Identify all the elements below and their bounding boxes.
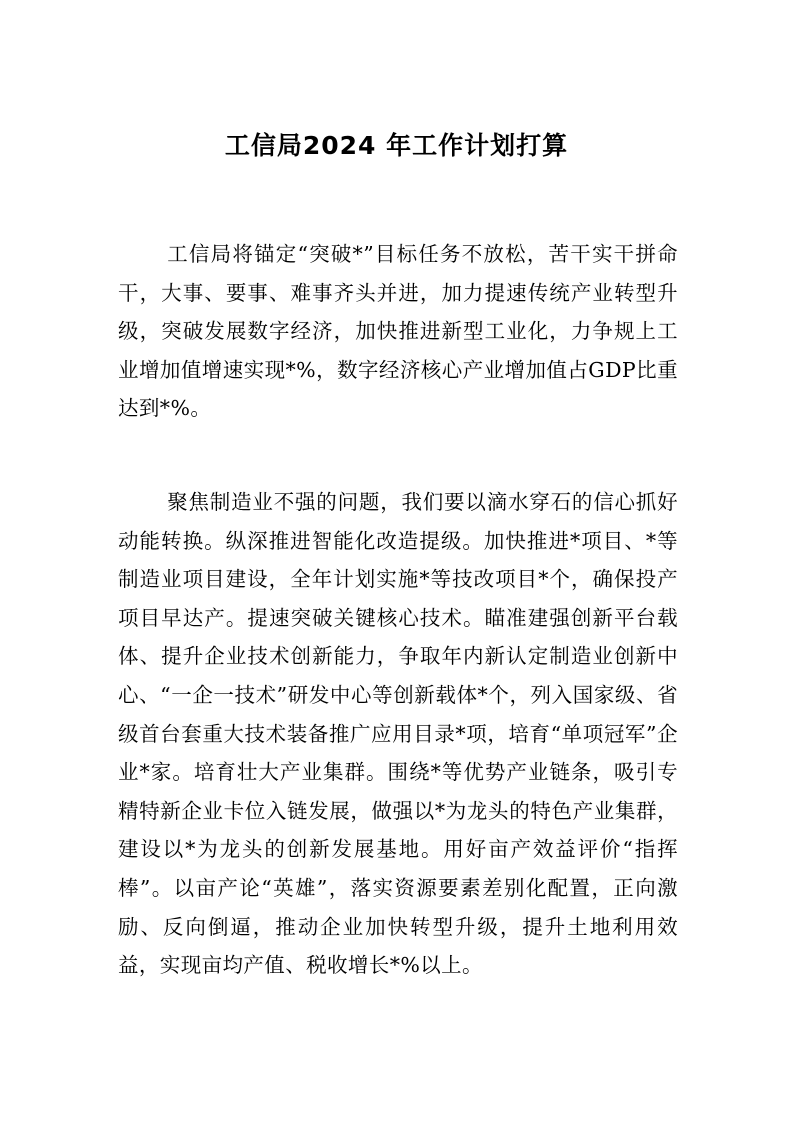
document-title: 工信局2024 年工作计划打算 [224,131,569,160]
paragraph-2: 聚焦制造业不强的问题，我们要以滴水穿石的信心抓好动能转换。纵深推进智能化改造提级。加快推进*项目、*等制造业项目建设，全年计划实施*等技改项目*个，确保投产项目早达产。提速突破关键核心技术。瞄准建强创新平台载体、提升企业技术创新能力，争取年内新认定制造业创新中心、“一企一技术”研发中心等创新载体*个，列入国家级、省级首台套重大技术装备推广应用目录*项，培育“单项冠军”企业*家。培育壮大产业集群。围绕*等优势产业链条，吸引专精特新企业卡位入链发展，做强以*为龙头的特色产业集群，建设以*为龙头的创新发展基地。用好亩产效益评价“指挥棒”。以亩产论“英雄”，落实资源要素差别化配置，正向激励、反向倒逼，推动企业加快转型升级，提升土地利用效益，实现亩均产值、税收增长*%以上。 [118,490,678,978]
paragraph-1: 工信局将锚定“突破*”目标任务不放松，苦干实干拼命干，大事、要事、难事齐头并进，加力提速传统产业转型升级，突破发展数字经济，加快推进新型工业化，力争规上工业增加值增速实现*%，数字经济核心产业增加值占GDP比重达到*%。 [118,242,678,421]
